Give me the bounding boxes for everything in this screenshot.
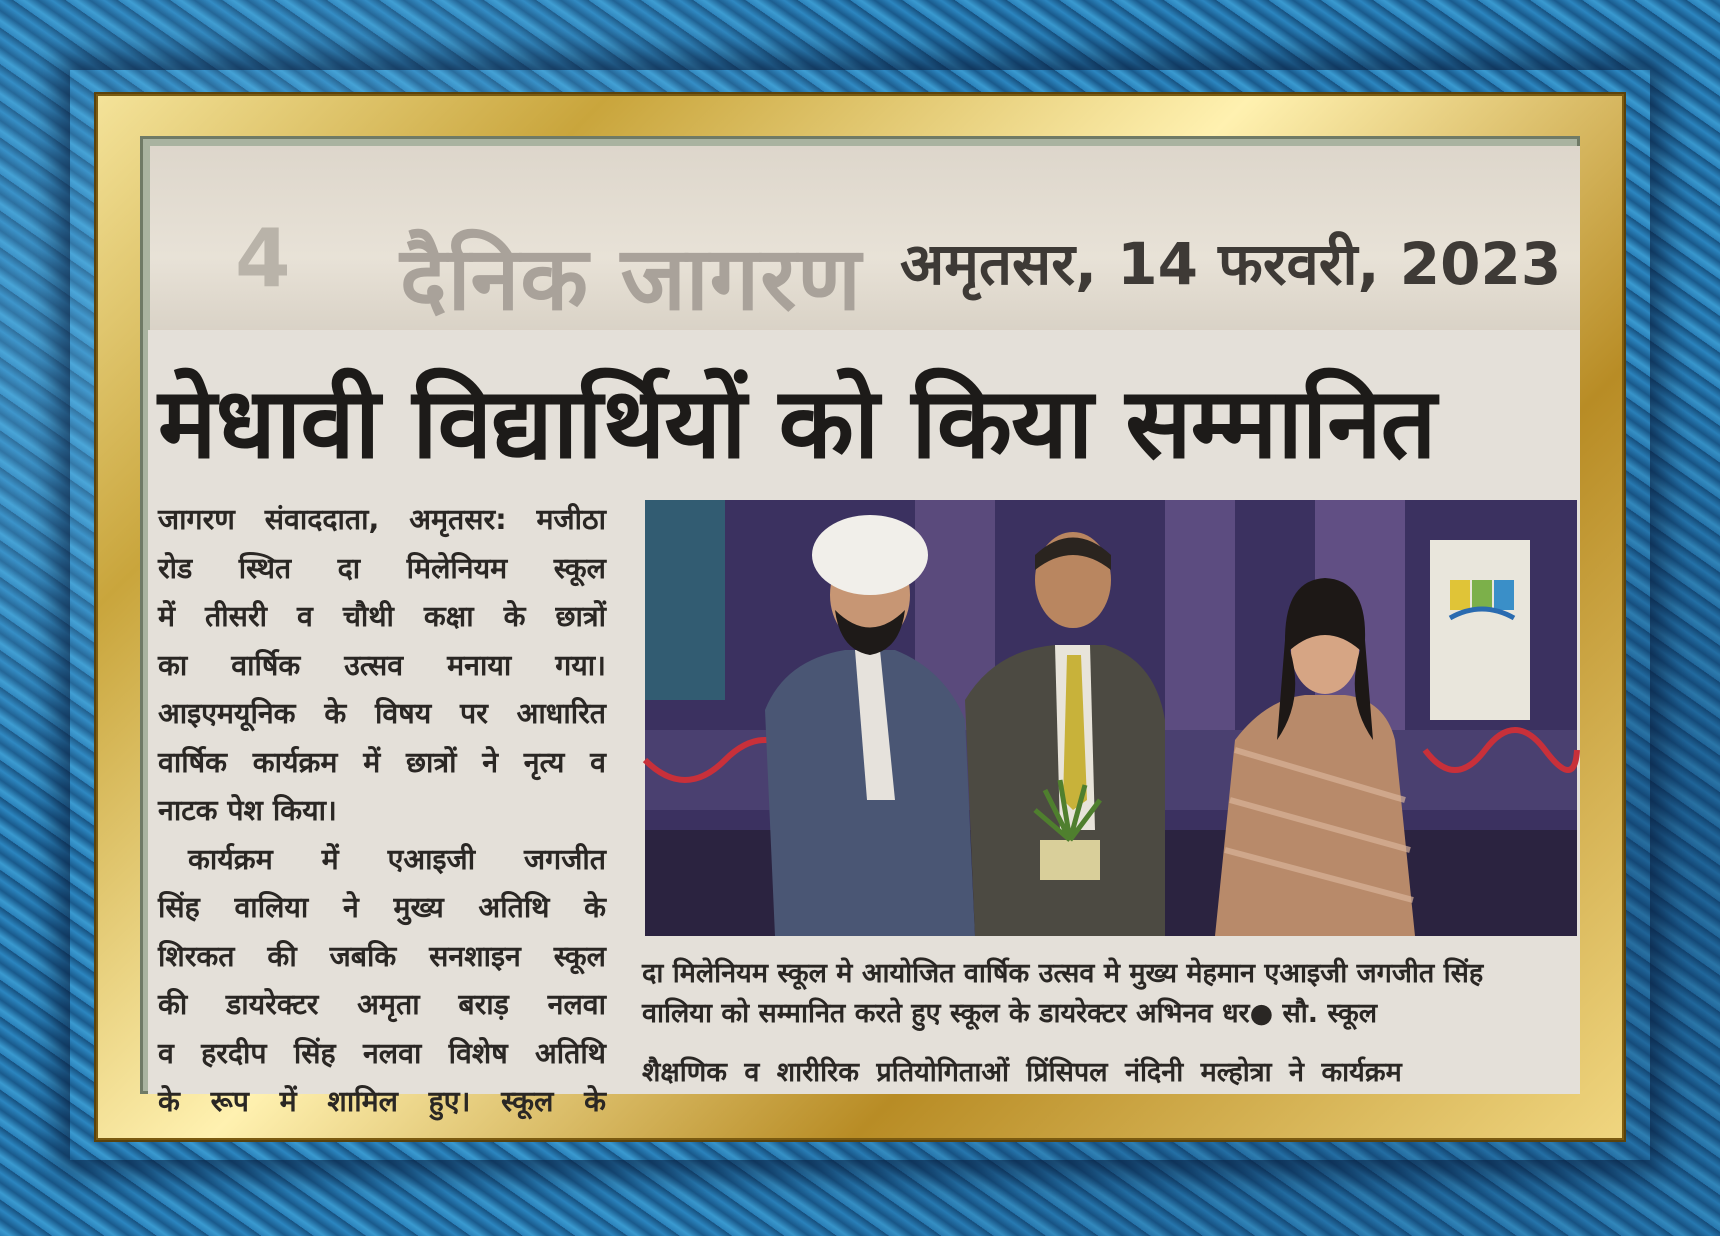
article-headline: मेधावी विद्यार्थियों को किया सम्मानित	[158, 367, 1436, 481]
stage-pillar	[1165, 500, 1235, 730]
newspaper-masthead: दैनिक जागरण	[400, 227, 862, 330]
body-line: नाटक पेश किया।	[158, 794, 337, 827]
article-paragraph-1	[158, 496, 606, 836]
body-line: सिंह वालिया ने मुख्य अतिथि के	[158, 891, 606, 924]
award-plant-pot	[1040, 840, 1100, 880]
article-paragraph-2	[158, 836, 606, 1127]
caption-line: वालिया को सम्मानित करते हुए स्कूल के डायरेक्टर अभिनव धर● सौ. स्कूल	[642, 998, 1377, 1029]
school-banner	[1430, 540, 1530, 720]
body-line: जागरण संवाददाता, अमृतसर: मजीठा	[158, 503, 606, 536]
newspaper-dateline: अमृतसर, 14 फरवरी, 2023	[900, 230, 1562, 298]
page-number: 4	[235, 212, 291, 305]
stage-screen-left	[645, 500, 725, 700]
person-right-saree	[1215, 695, 1415, 936]
photo-illustration	[645, 500, 1577, 936]
article-continuation-line: शैक्षणिक व शारीरिक प्रतियोगिताओं प्रिंसिपल नंदिनी मल्होत्रा ने कार्यक्रम	[642, 1057, 1402, 1088]
person-left-turban	[812, 515, 928, 595]
article-photo	[645, 500, 1577, 936]
body-line: आइएमयूनिक के विषय पर आधारित	[158, 697, 606, 730]
article-body-column	[158, 496, 606, 1118]
body-line: के रूप में शामिल हुए। स्कूल के	[158, 1085, 606, 1118]
banner-logo-block	[1450, 580, 1470, 610]
body-line: शिरकत की जबकि सनशाइन स्कूल	[158, 939, 606, 973]
body-line: की डायरेक्टर अमृता बराड़ नलवा	[158, 988, 606, 1021]
banner-logo-block	[1494, 580, 1514, 610]
body-line: रोड स्थित दा मिलेनियम स्कूल	[158, 551, 606, 585]
body-line: का वार्षिक उत्सव मनाया गया।	[158, 648, 606, 682]
banner-logo-block	[1472, 580, 1492, 610]
body-line: व हरदीप सिंह नलवा विशेष अतिथि	[158, 1036, 606, 1070]
body-line: में तीसरी व चौथी कक्षा के छात्रों	[158, 600, 606, 633]
body-line: वार्षिक कार्यक्रम में छात्रों ने नृत्य व	[158, 745, 606, 779]
body-line: कार्यक्रम में एआइजी जगजीत	[188, 842, 606, 876]
photo-caption	[642, 954, 1572, 1034]
caption-line: दा मिलेनियम स्कूल मे आयोजित वार्षिक उत्सव मे मुख्य मेहमान एआइजी जगजीत सिंह	[642, 958, 1484, 989]
